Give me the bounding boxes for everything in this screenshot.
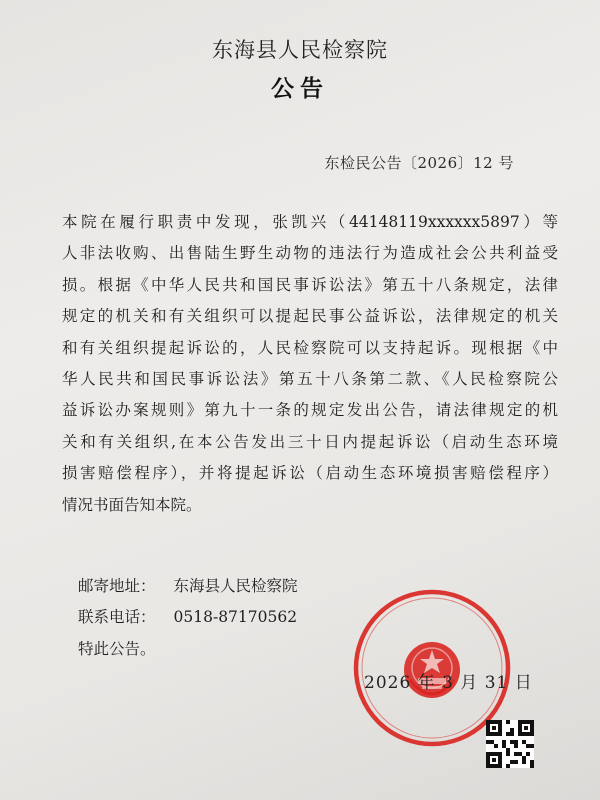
body-line: 规定的机关和有关组织可以提起民事公益诉讼，法律规定的机关 <box>62 307 558 326</box>
body-line: 损。根据《中华人民共和国民事诉讼法》第五十八条规定，法律 <box>62 275 558 294</box>
body-line: 人非法收购、出售陆生野生动物的违法行为造成社会公共利益受 <box>62 244 558 263</box>
notice-body <box>62 207 558 521</box>
body-line: 华人民共和国民事诉讼法》第五十八条第二款、《人民检察院公 <box>62 369 558 388</box>
body-line: 情况书面告知本院。 <box>62 495 202 514</box>
phone-row <box>78 602 298 633</box>
body-line: 关和有关组织,在本公告发出三十日内提起诉讼（启动生态环境 <box>62 432 558 451</box>
issuing-organization: 东海县人民检察院 <box>212 38 388 62</box>
address-label: 邮寄地址： <box>78 577 156 595</box>
phone-label: 联系电话： <box>78 608 156 627</box>
phone-value: 0518-87170562 <box>173 608 298 627</box>
qr-code-icon <box>486 720 534 768</box>
address-row <box>78 571 298 602</box>
issue-date: 2026 年 3 月 31 日 <box>364 673 533 693</box>
document-number: 东检民公告〔2026〕12 号 <box>324 154 514 172</box>
contact-footer <box>78 571 298 665</box>
body-line: 益诉讼办案规则》第九十一条的规定发出公告，请法律规定的机 <box>62 401 558 420</box>
notice-title: 公告 <box>271 76 329 102</box>
body-line: 损害赔偿程序），并将提起诉讼（启动生态环境损害赔偿程序） <box>62 464 558 483</box>
address-value: 东海县人民检察院 <box>173 577 298 595</box>
body-line: 和有关组织提起诉讼的，人民检察院可以支持起诉。现根据《中 <box>62 338 558 357</box>
closing-text: 特此公告。 <box>78 639 156 658</box>
body-line: 本院在履行职责中发现，张凯兴（44148119xxxxxx5897）等 <box>62 213 558 231</box>
